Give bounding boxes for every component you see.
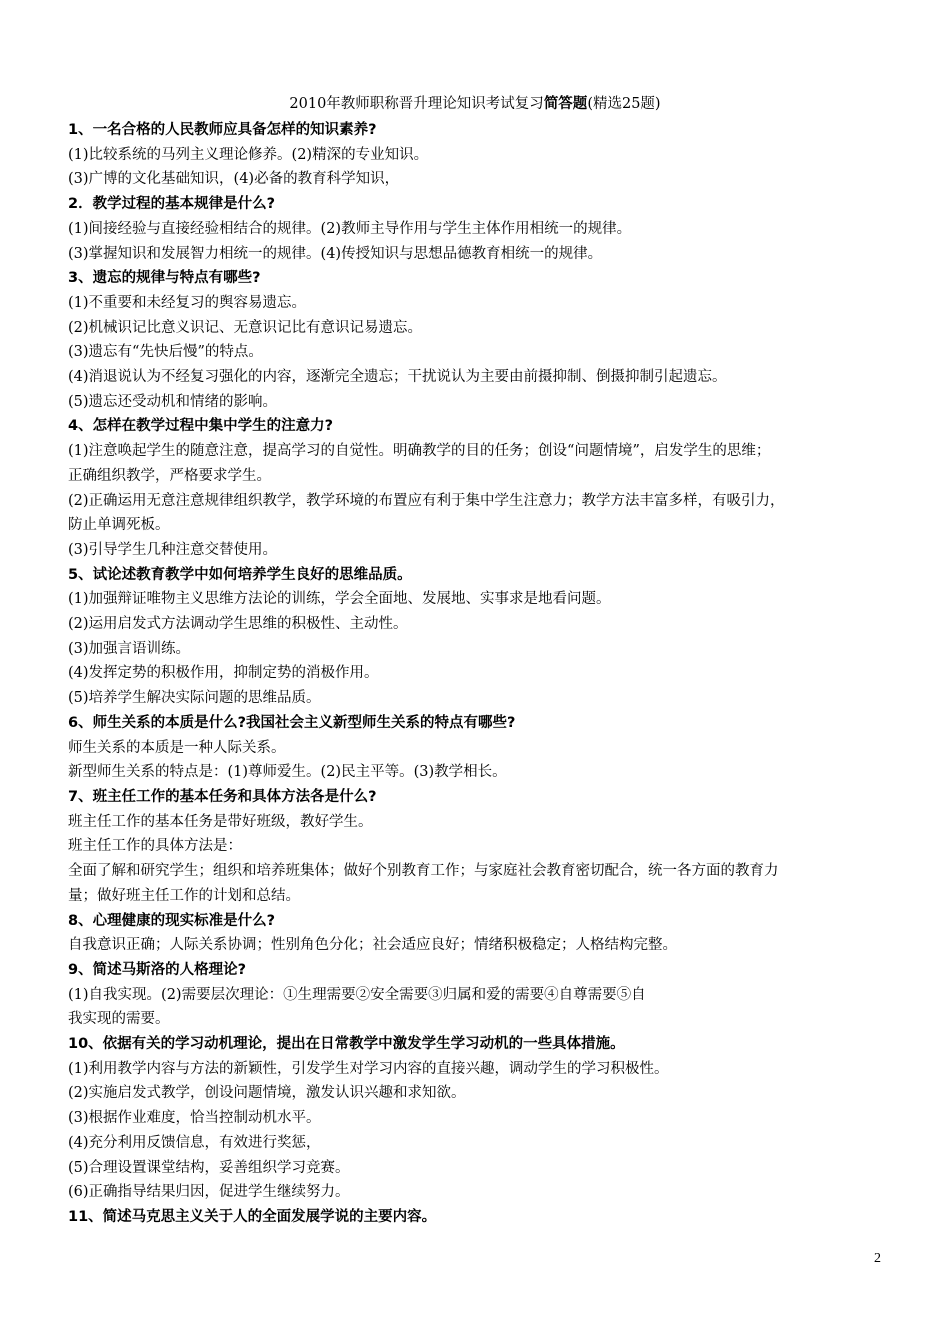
question-heading: 3、遗忘的规律与特点有哪些? (68, 270, 261, 287)
question-heading: 5、试论述教育教学中如何培养学生良好的思维品质。 (68, 566, 412, 583)
answer-line: (4)充分利用反馈信息，有效进行奖惩， (68, 1134, 321, 1151)
answer-line: (3)遗忘有“先快后慢”的特点。 (68, 344, 263, 361)
answer-line: 正确组织教学，严格要求学生。 (68, 467, 271, 484)
answer-line: (1)利用教学内容与方法的新颖性，引发学生对学习内容的直接兴趣，调动学生的学习积极性。 (68, 1060, 669, 1077)
answer-line: (2)实施启发式教学，创设问题情境，激发认识兴趣和求知欲。 (68, 1085, 466, 1102)
answer-line: 自我意识正确；人际关系协调；性别角色分化；社会适应良好；情绪积极稳定；人格结构完整。 (68, 937, 677, 954)
answer-line: 我实现的需要。 (68, 1011, 170, 1028)
answer-line: 新型师生关系的特点是：(1)尊师爱生。(2)民主平等。(3)教学相长。 (68, 764, 507, 781)
answer-line: (1)自我实现。(2)需要层次理论：①生理需要②安全需要③归属和爱的需要④自尊需要⑤自 (68, 986, 646, 1003)
answer-line: (5)合理设置课堂结构，妥善组织学习竞赛。 (68, 1159, 350, 1176)
answer-line: 量；做好班主任工作的计划和总结。 (68, 887, 300, 904)
answer-line: (3)加强言语训练。 (68, 640, 191, 657)
question-heading: 8、心理健康的现实标准是什么? (68, 912, 275, 929)
question-heading: 6、师生关系的本质是什么?我国社会主义新型师生关系的特点有哪些? (68, 714, 516, 731)
answer-line: (5)遗忘还受动机和情绪的影响。 (68, 393, 278, 410)
answer-line: (5)培养学生解决实际问题的思维品质。 (68, 690, 321, 707)
answer-line: 师生关系的本质是一种人际关系。 (68, 739, 286, 756)
question-heading: 11、简述马克思主义关于人的全面发展学说的主要内容。 (68, 1208, 437, 1225)
answer-line: (3)广博的文化基础知识，(4)必备的教育科学知识， (68, 171, 400, 188)
answer-line: (1)比较系统的马列主义理论修养。(2)精深的专业知识。 (68, 146, 429, 163)
page-number: 2 (874, 1251, 881, 1266)
document-body (68, 118, 888, 1230)
answer-line: (3)根据作业难度，恰当控制动机水平。 (68, 1110, 321, 1127)
answer-line: (1)间接经验与直接经验相结合的规律。(2)教师主导作用与学生主体作用相统一的规律。 (68, 220, 632, 237)
question-heading: 1、一名合格的人民教师应具备怎样的知识素养? (68, 122, 377, 138)
answer-line: 防止单调死板。 (68, 517, 170, 534)
answer-line: (2)机械识记比意义识记、无意识记比有意识记易遗忘。 (68, 319, 423, 336)
answer-line: (1)加强辩证唯物主义思维方法论的训练，学会全面地、发展地、实事求是地看问题。 (68, 591, 611, 608)
question-heading: 7、班主任工作的基本任务和具体方法各是什么? (68, 788, 377, 805)
question-heading: 9、简述马斯洛的人格理论? (68, 961, 246, 978)
title-prefix: 2010年教师职称晋升理论知识考试复习 (289, 96, 544, 112)
title-suffix: (精选25题) (587, 96, 661, 112)
answer-line: 全面了解和研究学生；组织和培养班集体；做好个别教育工作；与家庭社会教育密切配合，统一各方面的教育力 (68, 863, 779, 880)
question-heading: 4、怎样在教学过程中集中学生的注意力? (68, 418, 333, 435)
answer-line: (3)引导学生几种注意交替使用。 (68, 541, 278, 558)
answer-line: (3)掌握知识和发展智力相统一的规律。(4)传授知识与思想品德教育相统一的规律。 (68, 245, 603, 262)
page-title (0, 94, 950, 114)
title-emphasis: 简答题 (543, 96, 588, 112)
answer-line: 班主任工作的具体方法是： (68, 838, 242, 855)
answer-line: (6)正确指导结果归因，促进学生继续努力。 (68, 1184, 350, 1201)
answer-line: (2)运用启发式方法调动学生思维的积极性、主动性。 (68, 616, 408, 633)
answer-line: (4)发挥定势的积极作用，抑制定势的消极作用。 (68, 665, 379, 682)
answer-line: (4)消退说认为不经复习强化的内容，逐渐完全遗忘；干扰说认为主要由前摄抑制、倒摄抑制引起遗忘。 (68, 369, 727, 386)
answer-line: (1)不重要和未经复习的舆容易遗忘。 (68, 294, 307, 311)
answer-line: 班主任工作的基本任务是带好班级，教好学生。 (68, 813, 373, 830)
question-heading: 10、依据有关的学习动机理论，提出在日常教学中激发学生学习动机的一些具体措施。 (68, 1036, 625, 1053)
question-heading: 2．教学过程的基本规律是什么? (68, 196, 275, 213)
answer-line: (2)正确运用无意注意规律组织教学，教学环境的布置应有利于集中学生注意力；教学方法丰富多样，有吸引力， (68, 492, 785, 509)
answer-line: (1)注意唤起学生的随意注意，提高学习的自觉性。明确教学的目的任务；创设“问题情境”，启发学生的思维； (68, 443, 771, 460)
